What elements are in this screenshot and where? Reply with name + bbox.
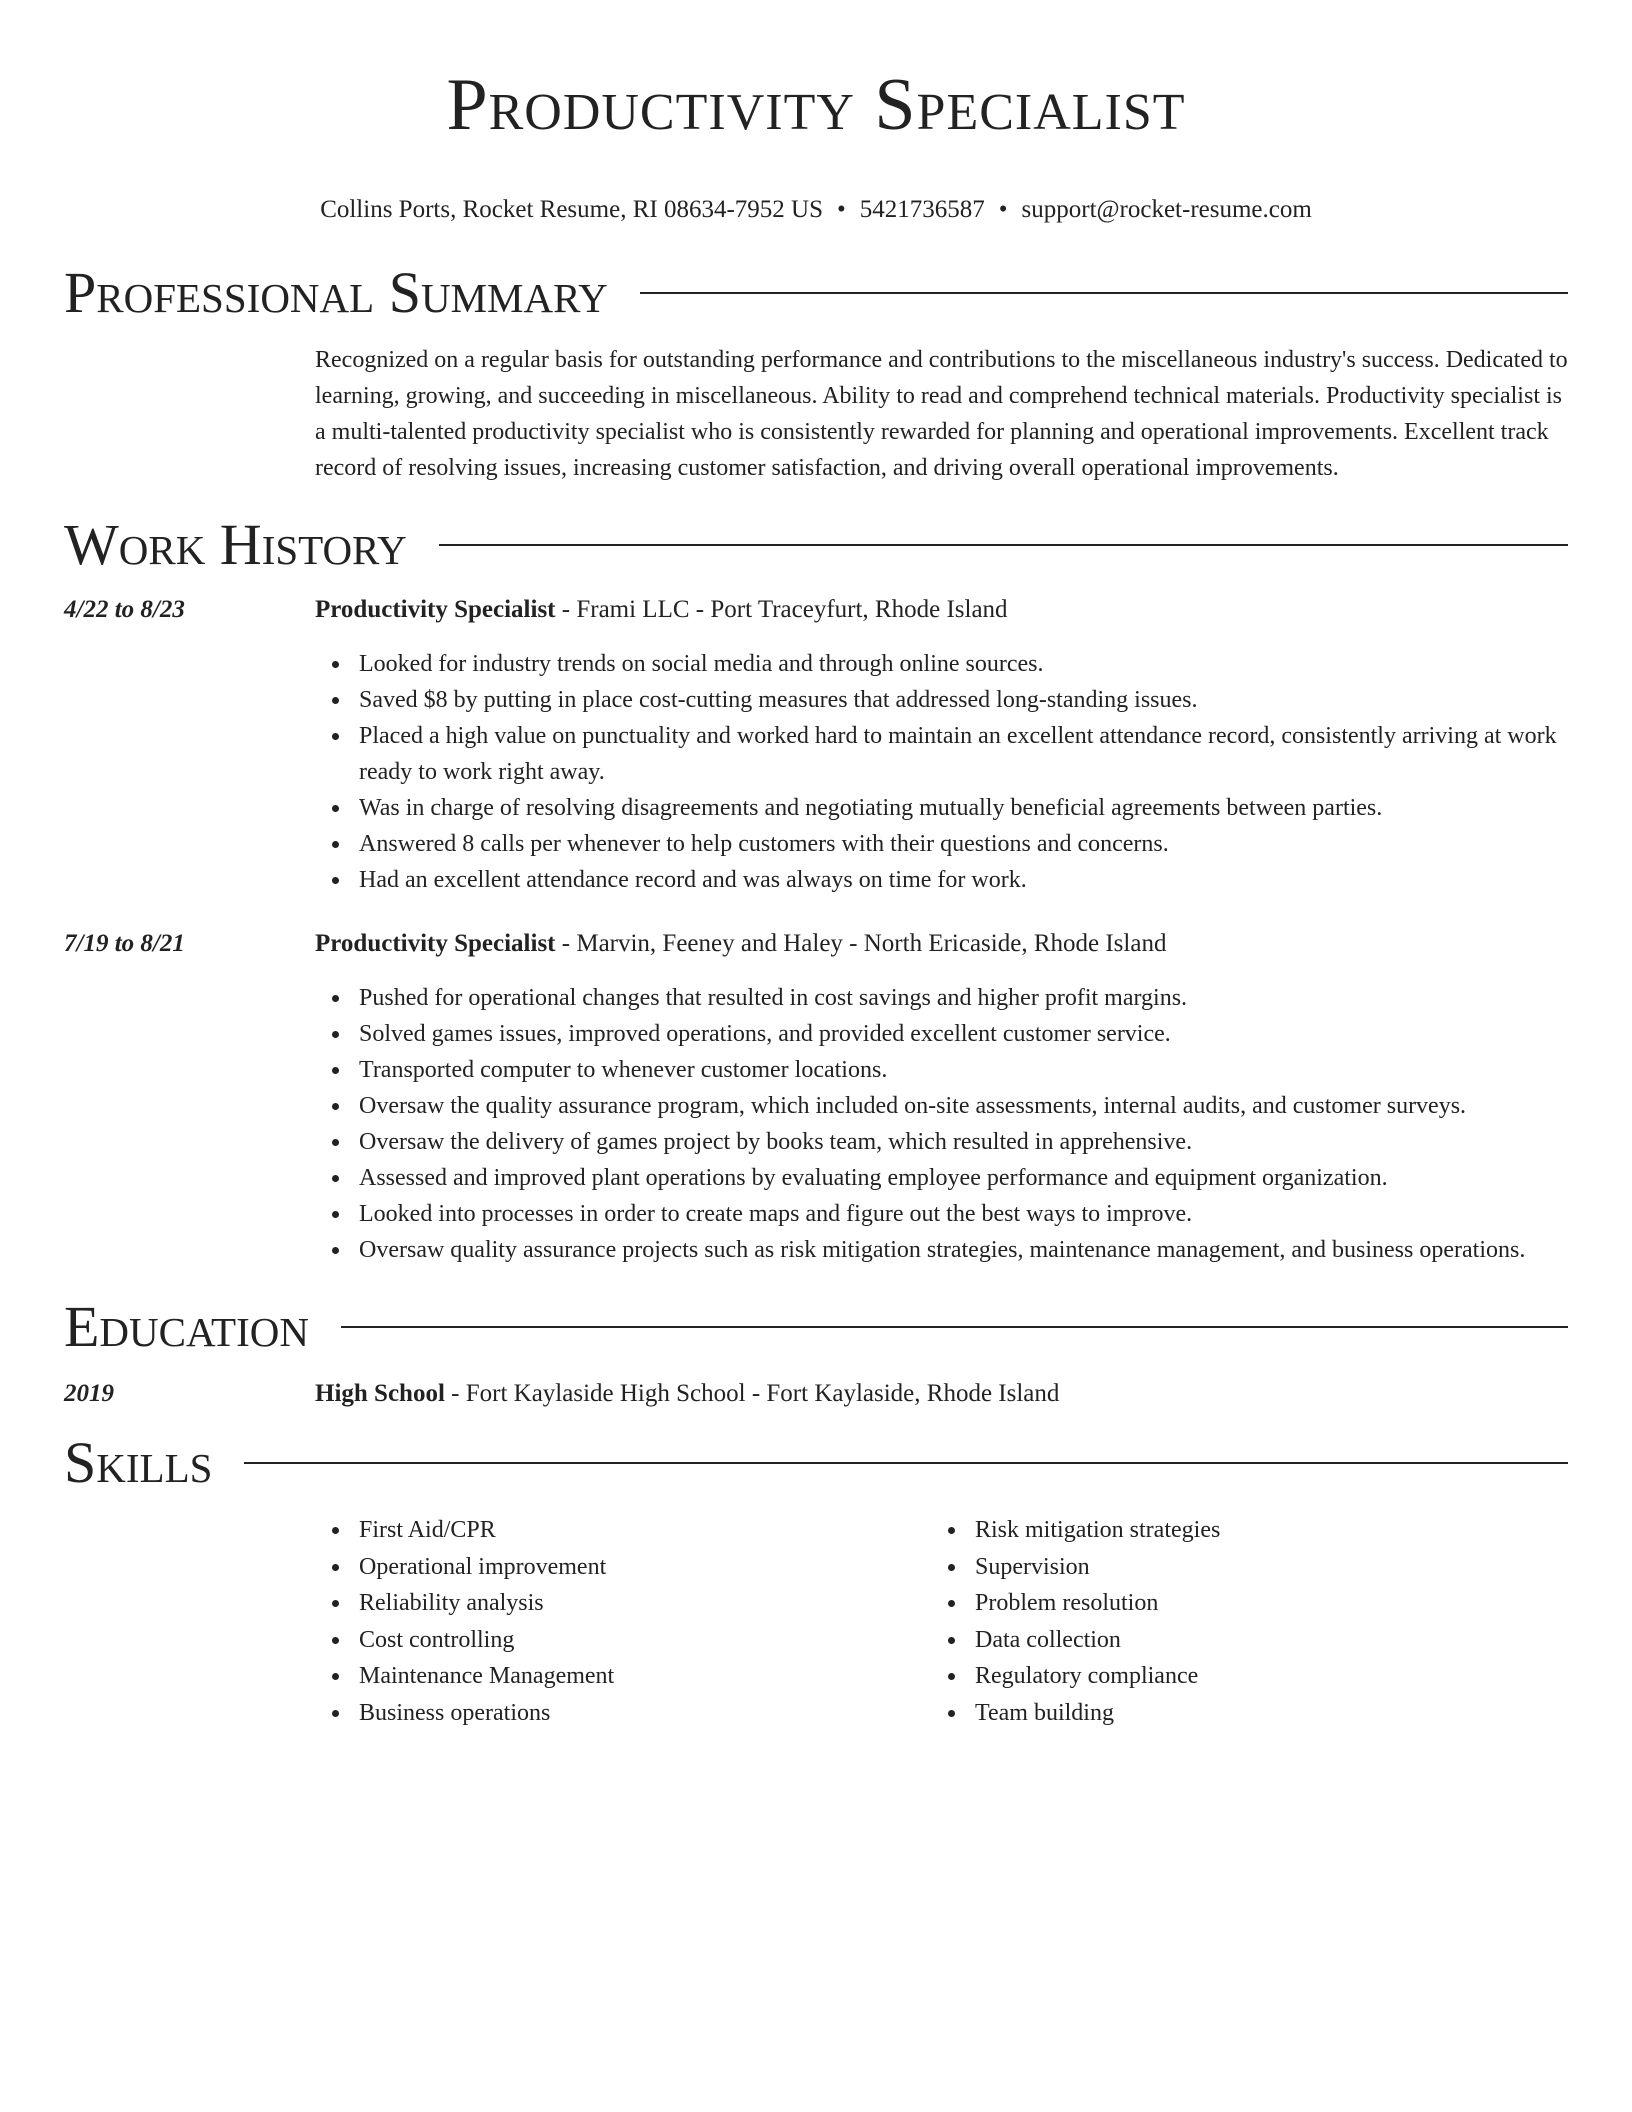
list-item: Looked for industry trends on social media and through online sources. (359, 646, 1568, 682)
summary-heading: Professional Summary (64, 260, 608, 325)
skills-grid (315, 1512, 1568, 1731)
job-details: - Frami LLC - Port Traceyfurt, Rhode Island (555, 596, 1008, 623)
list-item: Maintenance Management (359, 1658, 931, 1695)
list-item: Problem resolution (975, 1585, 1547, 1622)
job-title-line (315, 594, 1568, 626)
list-item: Saved $8 by putting in place cost-cutting measures that addressed long-standing issues. (359, 682, 1568, 718)
work-heading: Work History (64, 512, 407, 577)
section-divider (439, 544, 1568, 546)
list-item: Looked into processes in order to create maps and figure out the best ways to improve. (359, 1196, 1568, 1232)
skills-column-left (315, 1512, 931, 1731)
contact-phone: 5421736587 (859, 196, 985, 223)
job-details: - Marvin, Feeney and Haley - North Ericaside, Rhode Island (555, 930, 1167, 957)
education-heading: Education (64, 1294, 309, 1359)
job-title-line (315, 928, 1568, 960)
list-item: Assessed and improved plant operations by evaluating employee performance and equipment organization. (359, 1160, 1568, 1196)
list-item: Oversaw the quality assurance program, which included on-site assessments, internal audits, and customer surveys. (359, 1088, 1568, 1124)
education-details: - Fort Kaylaside High School - Fort Kaylaside, Rhode Island (444, 1380, 1060, 1407)
job-bullets (315, 980, 1568, 1268)
job-entry (64, 594, 1568, 898)
section-divider (244, 1462, 1568, 1464)
list-item: Oversaw quality assurance projects such as risk mitigation strategies, maintenance management, and business operations. (359, 1232, 1568, 1268)
list-item: Answered 8 calls per whenever to help customers with their questions and concerns. (359, 826, 1568, 862)
job-title: Productivity Specialist (315, 930, 556, 957)
education-entry (64, 1378, 1568, 1410)
list-item: Solved games issues, improved operations, and provided excellent customer service. (359, 1016, 1568, 1052)
section-divider (640, 292, 1568, 294)
education-year: 2019 (64, 1380, 114, 1407)
list-item: Risk mitigation strategies (975, 1512, 1547, 1549)
contact-separator: • (998, 196, 1008, 223)
education-section-header (64, 1292, 1568, 1362)
job-title: Productivity Specialist (315, 596, 556, 623)
list-item: Pushed for operational changes that resulted in cost savings and higher profit margins. (359, 980, 1568, 1016)
job-dates: 4/22 to 8/23 (64, 596, 185, 623)
list-item: Operational improvement (359, 1549, 931, 1586)
list-item: Placed a high value on punctuality and worked hard to maintain an excellent attendance record, consistently arriving at work ready to work right away. (359, 718, 1568, 790)
section-divider (341, 1326, 1568, 1328)
contact-email: support@rocket-resume.com (1021, 196, 1312, 223)
list-item: Data collection (975, 1622, 1547, 1659)
education-degree: High School (315, 1380, 445, 1407)
work-section-header (64, 510, 1568, 580)
list-item: Business operations (359, 1695, 931, 1732)
skills-section-header (64, 1428, 1568, 1498)
skills-column-right (931, 1512, 1547, 1731)
list-item: Cost controlling (359, 1622, 931, 1659)
education-title-line (315, 1378, 1568, 1410)
list-item: Transported computer to whenever customer locations. (359, 1052, 1568, 1088)
candidate-name: Productivity Specialist (446, 64, 1186, 146)
summary-text: Recognized on a regular basis for outstanding performance and contributions to the miscellaneous industry's success. Dedicated to learning, growing, and succeeding in miscellaneous. Ability to read and comprehend technical materials. Productivity specialist is a multi-talented productivity specialist who is consistently rewarded for planning and operational improvements. Excellent track record of resolving issues, increasing customer satisfaction, and driving overall operational improvements. (315, 347, 1568, 481)
job-dates: 7/19 to 8/21 (64, 930, 185, 957)
list-item: Supervision (975, 1549, 1547, 1586)
job-entry (64, 928, 1568, 1268)
summary-section-header (64, 258, 1568, 328)
contact-line (64, 194, 1568, 226)
list-item: Regulatory compliance (975, 1658, 1547, 1695)
resume-page (64, 0, 1568, 1731)
contact-address: Collins Ports, Rocket Resume, RI 08634-7952 US (320, 196, 823, 223)
list-item: Oversaw the delivery of games project by books team, which resulted in apprehensive. (359, 1124, 1568, 1160)
list-item: First Aid/CPR (359, 1512, 931, 1549)
list-item: Team building (975, 1695, 1547, 1732)
list-item: Had an excellent attendance record and was always on time for work. (359, 862, 1568, 898)
list-item: Reliability analysis (359, 1585, 931, 1622)
list-item: Was in charge of resolving disagreements and negotiating mutually beneficial agreements between parties. (359, 790, 1568, 826)
skills-heading: Skills (64, 1430, 213, 1495)
job-bullets (315, 646, 1568, 898)
contact-separator: • (836, 196, 846, 223)
